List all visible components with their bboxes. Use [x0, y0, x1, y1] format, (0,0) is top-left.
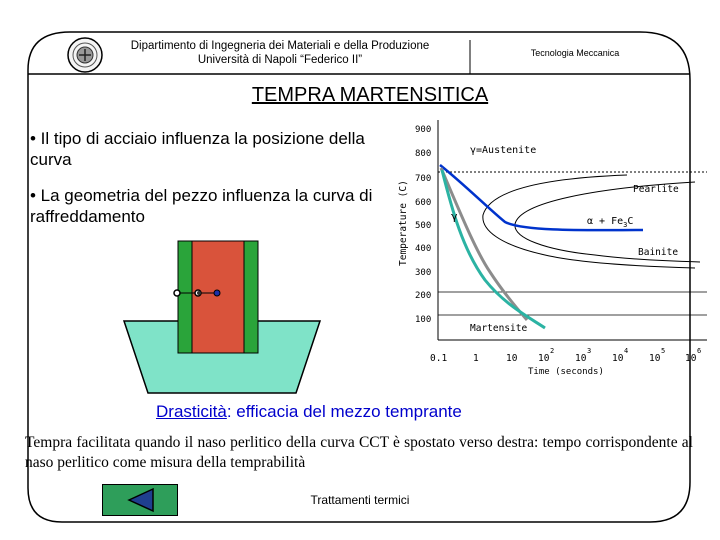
- bar-right-edge: [244, 241, 258, 353]
- university-name: Università di Napoli “Federico II”: [197, 54, 363, 66]
- alpha-fe3c-label: $\alpha + Fe_3C$: [587, 216, 634, 229]
- drasticity-line: [156, 402, 462, 422]
- y-tick-label: 200: [415, 291, 432, 301]
- x-tick-label: 10: [612, 353, 624, 364]
- cct-diagram: [395, 120, 713, 382]
- x-tick-label: 0.1: [430, 353, 448, 364]
- y-tick-label: 500: [415, 221, 432, 231]
- y-tick-label: 900: [415, 125, 432, 135]
- y-tick-label: 400: [415, 244, 432, 254]
- quenched-bar: [192, 241, 244, 353]
- x-tick-exponent: 6: [697, 347, 702, 355]
- x-tick-exponent: 2: [550, 347, 555, 355]
- y-tick-label: 300: [415, 268, 432, 278]
- quench-illustration: [120, 235, 325, 395]
- x-tick-label: 10: [538, 353, 550, 364]
- x-tick-exponent: 3: [587, 347, 592, 355]
- x-tick-exponent: 4: [624, 347, 629, 355]
- university-seal-logo: [66, 36, 104, 74]
- bainite-label: Bainite: [638, 247, 679, 258]
- x-tick-label: 10: [649, 353, 661, 364]
- martensite-label: Martensite: [470, 323, 528, 334]
- x-axis-label: Time (seconds): [528, 367, 604, 377]
- y-tick-label: 600: [415, 198, 432, 208]
- gamma-label: γ: [451, 210, 458, 223]
- triangle-back-icon: [103, 485, 177, 515]
- austenite-label: γ=Austenite: [470, 145, 537, 156]
- section-point: [174, 290, 180, 296]
- slide-title: TEMPRA MARTENSITICA: [251, 84, 489, 106]
- drasticity-definition: : efficacia del mezzo temprante: [226, 402, 462, 421]
- cooling-curve-fast: [442, 170, 545, 328]
- x-tick-label: 1: [473, 353, 479, 364]
- pearlite-label: Pearlite: [633, 184, 679, 195]
- section-point: [214, 290, 220, 296]
- department-header: [120, 39, 440, 67]
- y-tick-label: 700: [415, 174, 432, 184]
- y-tick-label: 100: [415, 315, 432, 325]
- x-tick-label: 10: [575, 353, 587, 364]
- footer-label: Trattamenti termici: [310, 493, 410, 507]
- y-tick-label: 800: [415, 149, 432, 159]
- course-name: Tecnologia Meccanica: [530, 48, 620, 58]
- y-axis-label: Temperature (C): [398, 180, 409, 266]
- bullet-steel-type: • Il tipo di acciaio influenza la posizione della curva: [30, 129, 365, 169]
- x-tick-label: 10: [685, 353, 697, 364]
- department-name: Dipartimento di Ingegneria dei Materiali e della Produzione: [130, 40, 430, 52]
- hardenability-paragraph: Tempra facilitata quando il naso perlitico della curva CCT è spostato verso destra: tempo corrispondente al naso perlitico come misura della temprabilità: [25, 434, 693, 471]
- drasticity-term: Drasticità: [156, 402, 227, 421]
- bullet-part-geometry: • La geometria del pezzo influenza la curva di raffreddamento: [30, 186, 373, 226]
- bar-left-edge: [178, 241, 192, 353]
- back-button[interactable]: [102, 484, 178, 516]
- x-tick-label: 10: [506, 353, 518, 364]
- x-tick-exponent: 5: [661, 347, 666, 355]
